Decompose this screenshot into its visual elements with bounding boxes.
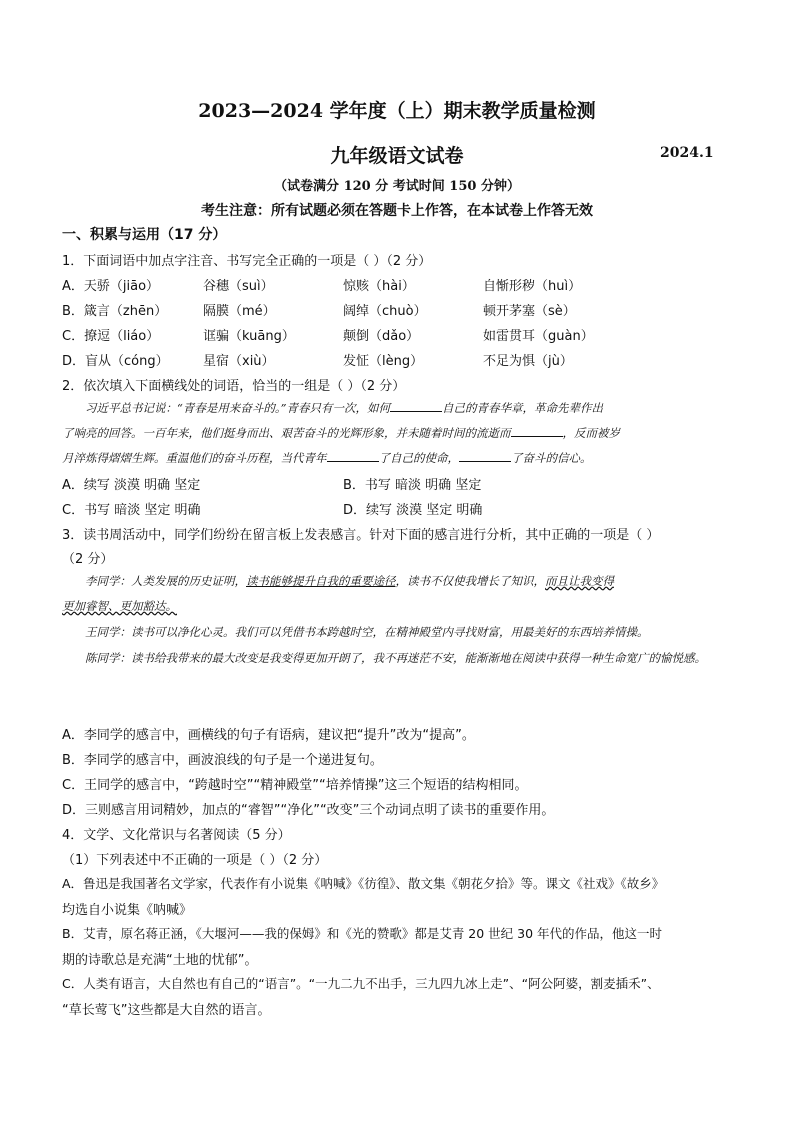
q2-text-2b: ，反而被岁	[562, 426, 620, 440]
q3-option-d: D．三则感言用词精妙，加点的“睿智”“净化”“改变”三个动词点明了读书的重要作用。	[62, 803, 555, 818]
q1-b-4: 顿开茅塞（sè）	[483, 304, 576, 319]
q1-d-3: 发怔（lèng）	[343, 354, 424, 369]
q2-text-3b: 了自己的使命，	[378, 451, 459, 465]
q3-option-c: C．王同学的感言中，“跨越时空”“精神殿堂”“培养情操”这三个短语的结构相同。	[62, 778, 528, 793]
q2-text-1a: 习近平总书记说：“青春是用来奋斗的。”青春只有一次，如何	[85, 401, 391, 415]
q3-li-wavy-1: 而且让我变得	[545, 574, 614, 588]
q3-comment-wang: 王同学：读书可以净化心灵。我们可以凭借书本跨越时空，在精神殿堂内寻找财富，用最美好的东西培养情操。	[85, 625, 649, 639]
q2-passage-line-1	[62, 396, 734, 421]
q2-option-a: A．续写 淡漠 明确 坚定	[62, 478, 201, 493]
q2-blank-1	[390, 399, 442, 412]
q3-comments	[62, 569, 734, 671]
q4-option-b-line-2: 期的诗歌总是充满“土地的忧郁”。	[62, 953, 258, 968]
q1-c-4: 如雷贯耳（guàn）	[483, 329, 594, 344]
q3-comment-chen: 陈同学：读书给我带来的最大改变是我变得更加开朗了，我不再迷茫不安，能渐渐地在阅读中获得一种生命宽广的愉悦感。	[85, 651, 706, 665]
q1-d-4: 不足为惧（jù）	[483, 354, 573, 369]
q1-a-4: 自惭形秽（huì）	[483, 279, 582, 294]
q1-c-1: C．撩逗（liáo）	[62, 329, 160, 344]
q1-c-3: 颠倒（dǎo）	[343, 329, 420, 344]
exam-subtitle: 九年级语文试卷	[330, 145, 464, 167]
exam-notice: 考生注意：所有试题必须在答题卡上作答，在本试卷上作答无效	[201, 203, 593, 219]
q3-stem-points: （2 分）	[62, 552, 114, 567]
exam-title: 2023—2024 学年度（上）期末教学质量检测	[198, 100, 596, 122]
q4-option-a-line-2: 均选自小说集《呐喊》	[62, 903, 193, 918]
q3-comment-li	[62, 569, 734, 619]
q4-option-c-line-1: C．人类有语言，大自然也有自己的“语言”。“一九二九不出手，三九四九冰上走”、“阿公阿婆，割麦插禾”、	[62, 976, 660, 991]
q2-passage	[62, 396, 734, 471]
q2-option-d: D．续写 淡漠 坚定 明确	[343, 503, 483, 518]
q3-stem: 3．读书周活动中，同学们纷纷在留言板上发表感言。针对下面的感言进行分析，其中正确的一项是（ ）	[62, 528, 660, 543]
q2-text-3a: 月淬炼得熠熠生辉。重温他们的奋斗历程，当代青年	[62, 451, 327, 465]
q3-li-wavy-2: 更加睿智、更加豁达。	[62, 599, 177, 613]
q2-blank-2	[511, 424, 563, 437]
q3-li-a: 李同学：人类发展的历史证明，	[85, 574, 246, 588]
q2-text-1b: 自己的青春华章，革命先辈作出	[442, 401, 604, 415]
q2-option-c: C．书写 暗淡 坚定 明确	[62, 503, 201, 518]
q2-passage-line-3	[62, 446, 734, 471]
q1-b-1: B．箴言（zhēn）	[62, 304, 168, 319]
q2-stem: 2．依次填入下面横线处的词语，恰当的一组是（ ）（2 分）	[62, 379, 406, 394]
q2-blank-4	[459, 449, 511, 462]
q4-option-b-line-1: B．艾青，原名蒋正涵，《大堰河——我的保姆》和《光的赞歌》都是艾青 20 世纪 30 年代的作品，他这一时	[62, 926, 663, 941]
q1-b-2: 隔膜（mé）	[203, 304, 276, 319]
q3-li-c: ，读书不仅使我增长了知识，	[395, 574, 545, 588]
q4-stem: 4．文学、文化常识与名著阅读（5 分）	[62, 828, 291, 843]
q3-option-a: A．李同学的感言中，画横线的句子有语病，建议把“提升”改为“提高”。	[62, 728, 475, 743]
q1-b-3: 阔绰（chuò）	[343, 304, 427, 319]
exam-date: 2024.1	[660, 145, 714, 161]
q4-option-c-line-2: “草长莺飞”这些都是大自然的语言。	[62, 1003, 271, 1018]
q1-stem: 1．下面词语中加点字注音、书写完全正确的一项是（ ）（2 分）	[62, 254, 432, 269]
q3-option-b: B．李同学的感言中，画波浪线的句子是一个递进复句。	[62, 753, 383, 768]
q2-passage-line-2	[62, 421, 734, 446]
q1-a-1: A．天骄（jiāo）	[62, 279, 160, 294]
q4-option-a-line-1: A．鲁迅是我国著名文学家，代表作有小说集《呐喊》《彷徨》、散文集《朝花夕拾》等。课文《社戏》《故乡》	[62, 876, 665, 891]
exam-info: （试卷满分 120 分 考试时间 150 分钟）	[274, 179, 520, 194]
q2-option-b: B．书写 暗淡 明确 坚定	[343, 478, 482, 493]
q2-blank-3	[327, 449, 379, 462]
q1-d-2: 星宿（xiù）	[203, 354, 275, 369]
section-heading: 一、积累与运用（17 分）	[62, 227, 227, 243]
q2-text-3c: 了奋斗的信心。	[511, 451, 592, 465]
q4-sub1-stem: （1）下列表述中不正确的一项是（ ）（2 分）	[62, 853, 328, 868]
q1-a-3: 惊赅（hài）	[343, 279, 415, 294]
q3-li-underlined: 读书能够提升自我的重要途径	[246, 574, 396, 588]
q1-d-1: D．盲从（cóng）	[62, 354, 169, 369]
q1-a-2: 谷穗（suì）	[203, 279, 274, 294]
q1-c-2: 诓骗（kuāng）	[203, 329, 295, 344]
q2-text-2a: 了响亮的回答。一百年来，他们挺身而出、艰苦奋斗的光辉形象，并未随着时间的流逝而	[62, 426, 511, 440]
